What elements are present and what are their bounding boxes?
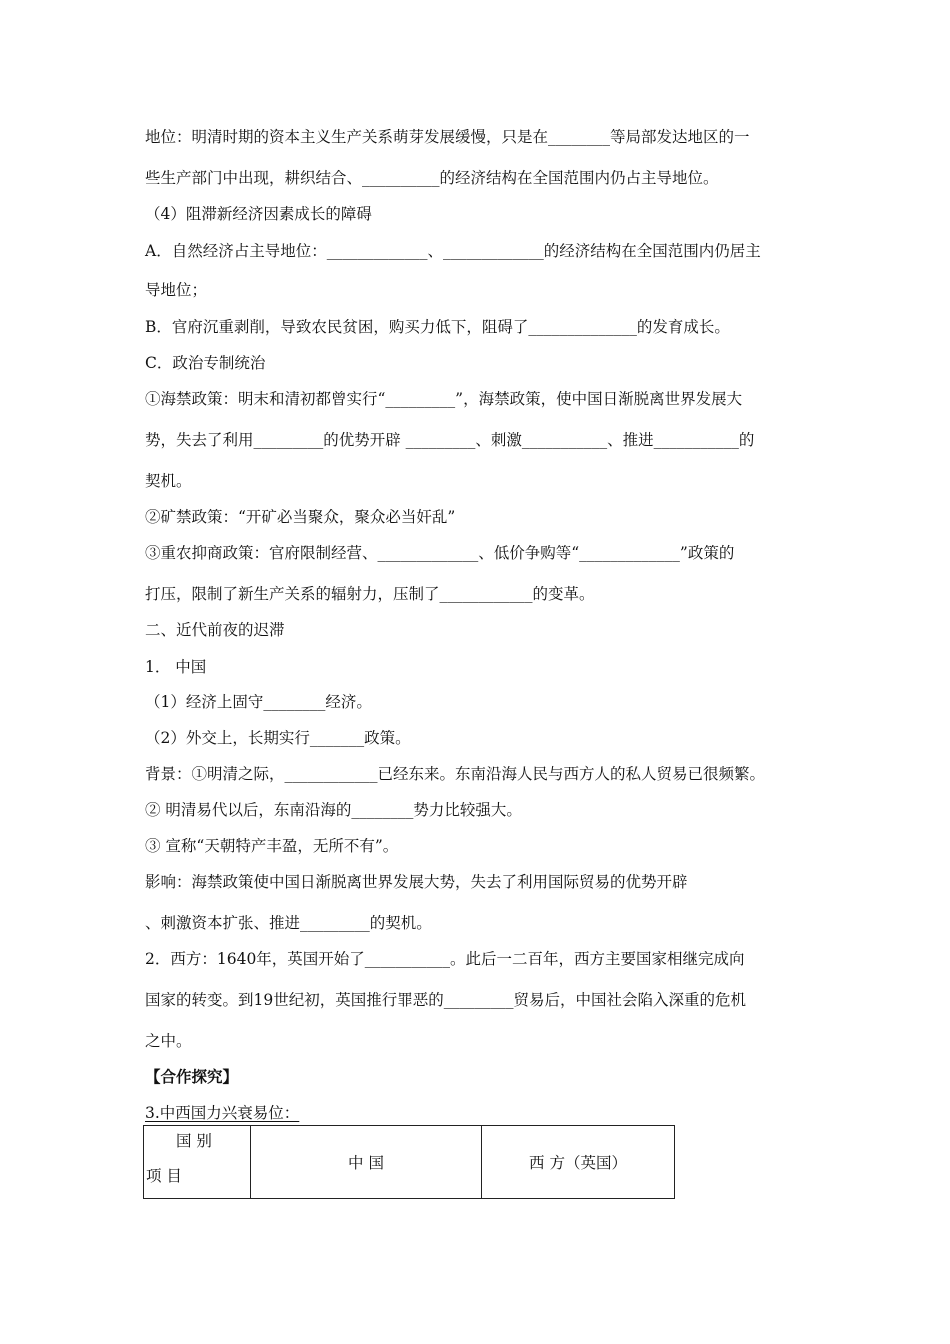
text-line: B．官府沉重剥削，导致农民贫困，购买力低下，阻碍了______________的发育成长。 <box>145 318 730 336</box>
table-header-row <box>144 1126 675 1199</box>
text-line: 之中。 <box>145 1032 192 1050</box>
text-line: 1． 中国 <box>145 658 207 676</box>
text-line: 背景：①明清之际，____________已经东来。东南沿海人民与西方人的私人贸易已很频繁。 <box>145 765 766 783</box>
text-line: ② 明清易代以后，东南沿海的________势力比较强大。 <box>145 801 522 819</box>
text-line: 地位：明清时期的资本主义生产关系萌芽发展缓慢，只是在________等局部发达地区的一 <box>145 128 750 146</box>
text-line: （1）经济上固守________经济。 <box>145 693 372 711</box>
table-title: 3.中西国力兴衰易位： <box>145 1104 300 1122</box>
text-line: 国家的转变。到19世纪初，英国推行罪恶的_________贸易后，中国社会陷入深重的危机 <box>145 991 746 1009</box>
text-line: 导地位； <box>145 281 208 299</box>
text-line: （4）阻滞新经济因素成长的障碍 <box>145 205 372 223</box>
text-line: C．政治专制统治 <box>145 354 266 372</box>
text-line: （2）外交上，长期实行_______政策。 <box>145 729 411 747</box>
text-line: ①海禁政策：明末和清初都曾实行“_________”，海禁政策，使中国日渐脱离世界发展大 <box>145 390 743 408</box>
text-line: ③ 宣称“天朝特产丰盈，无所不有”。 <box>145 837 399 855</box>
text-line: 、刺激资本扩张、推进_________的契机。 <box>145 914 432 932</box>
column-china-header: 中 国 <box>251 1126 482 1199</box>
text-line: 影响：海禁政策使中国日渐脱离世界发展大势，失去了利用国际贸易的优势开辟 <box>145 873 688 891</box>
section-heading: 二、近代前夜的迟滞 <box>145 621 285 639</box>
text-line: 打压，限制了新生产关系的辐射力，压制了____________的变革。 <box>145 585 595 603</box>
text-line: 契机。 <box>145 472 192 490</box>
header-country-label: 国 别 <box>176 1132 212 1150</box>
comparison-table <box>143 1125 675 1199</box>
text-line: 些生产部门中出现，耕织结合、__________的经济结构在全国范围内仍占主导地位。 <box>145 169 719 187</box>
cooperation-heading: 【合作探究】 <box>145 1067 239 1086</box>
text-line: ③重农抑商政策：官府限制经营、_____________、低价争购等“_____________”政策的 <box>145 544 735 562</box>
header-item-label: 项 目 <box>146 1167 182 1185</box>
text-line: A．自然经济占主导地位：_____________、_____________的经济结构在全国范围内仍居主 <box>145 242 761 260</box>
column-west-header: 西 方（英国） <box>482 1126 675 1199</box>
text-line: 2．西方：1640年，英国开始了___________。此后一二百年，西方主要国家相继完成向 <box>145 950 745 968</box>
text-line: 势，失去了利用_________的优势开辟 _________、刺激___________、推进___________的 <box>145 431 755 449</box>
diagonal-header-cell <box>144 1126 251 1199</box>
text-line: ②矿禁政策：“开矿必当聚众，聚众必当奸乱” <box>145 508 456 526</box>
